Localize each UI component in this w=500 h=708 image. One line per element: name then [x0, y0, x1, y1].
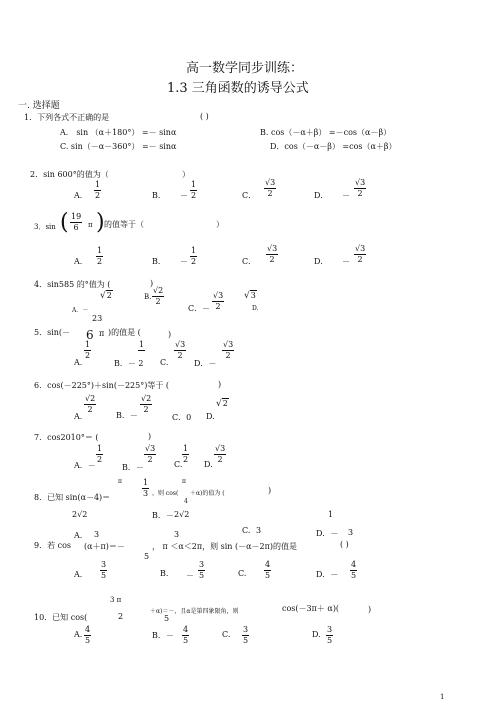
- q6-option-a: A.: [74, 412, 83, 421]
- q7-a-fraction: $\frac{1}{2}$: [97, 444, 103, 464]
- q2-b-fraction: $\frac{1}{2}$: [191, 180, 197, 200]
- q1-option-d: D．cos（－α－β） =cos（α＋β）: [270, 142, 397, 151]
- q5-denominator: 6: [86, 328, 94, 342]
- q3-stem-tail: 的值等于（: [104, 220, 144, 229]
- q10-option-a: A.: [74, 630, 83, 639]
- q7-option-b: B．－: [122, 463, 144, 472]
- q5-c-fraction: $\frac{√3}{2}$: [175, 340, 186, 360]
- q9-option-b: B.: [160, 569, 169, 578]
- q2-paren: ）: [182, 170, 190, 179]
- q8-option-c-den: 3: [256, 526, 262, 535]
- q10-five-top: 5: [164, 614, 170, 623]
- q3-label-a: A．: [74, 257, 88, 266]
- q3-c-fraction: $\frac{√3}{2}$: [267, 244, 278, 264]
- q10-option-d: D.: [312, 630, 321, 639]
- q3-label-b: B．: [152, 257, 166, 266]
- q9-option-a: A．: [74, 570, 88, 579]
- q5-option-d: D．－: [194, 359, 217, 368]
- q7-stem: 7．cos2010°＝ (: [34, 433, 99, 442]
- q5-a-fraction: $\frac{1}{2}$: [85, 340, 91, 360]
- q6-option-b: B．－: [116, 411, 138, 420]
- q6-option-d: D.: [206, 412, 215, 421]
- q8-fraction-one-third: $\frac{1}{3}$: [143, 478, 149, 498]
- q3-a-fraction: $\frac{1}{2}$: [97, 246, 103, 266]
- q3-pi: π: [88, 221, 93, 229]
- q8-pi-mid: π: [182, 478, 186, 485]
- q3-label-d: D．: [314, 257, 329, 266]
- q8-option-c: C.: [242, 526, 251, 535]
- page-subtitle: 1.3 三角函数的诱导公式: [167, 81, 309, 96]
- q6-option-c: C．0: [172, 413, 192, 422]
- q10-option-c: C.: [222, 630, 231, 639]
- q7-option-d: D.: [204, 460, 213, 469]
- q2-d-minus: －: [342, 191, 350, 200]
- q8-option-b: B．－: [152, 511, 174, 520]
- q4-paren: ): [150, 279, 154, 288]
- q5-d-fraction: $\frac{√3}{2}$: [223, 340, 234, 360]
- q9-b-fraction: $\frac{3}{5}$: [199, 560, 205, 580]
- q4-b-fraction: $\frac{√2}{2}$: [153, 286, 164, 306]
- q8-pi-top: π: [118, 478, 122, 485]
- q4-option-a: A．－: [72, 307, 89, 314]
- q7-b-fraction: $\frac{√3}{2}$: [145, 444, 156, 464]
- q9-d-fraction: $\frac{4}{5}$: [351, 560, 357, 580]
- page-title: 高一数学同步训练：: [186, 61, 304, 76]
- q1-option-a: A． sin （α＋180°） =－ sinα: [60, 128, 177, 137]
- q3-paren-left: (: [60, 210, 69, 235]
- q7-option-c: C.: [174, 460, 183, 469]
- q10-tail: ＋α)＝－，且α是第四象限角，则: [150, 608, 239, 615]
- q2-label-c: C．: [242, 191, 257, 200]
- q5-b-fraction: 1: [139, 340, 145, 349]
- q5-option-a: A.: [74, 358, 83, 367]
- q3-paren-right: ): [96, 210, 105, 235]
- q1-option-c: C. sin（－α－360°） =－ sinα: [60, 142, 177, 151]
- q5-stem-tail: )的值是 (: [108, 328, 141, 337]
- q4-a-sqrt: √2: [100, 291, 112, 301]
- section-heading: 一. 选择题: [18, 101, 60, 111]
- q9-stem: 9．若 cos: [34, 541, 72, 550]
- q5-paren: ): [168, 330, 172, 339]
- q9-range: ， π ＜α＜2π，则 sin (－α－2π)的值是: [152, 542, 297, 551]
- q4-option-b: B.: [144, 293, 152, 301]
- q5-stem: 5．sin(－: [34, 328, 71, 337]
- q8-four: 4: [184, 498, 188, 505]
- q10-paren: ): [368, 605, 372, 614]
- page-number: 1: [440, 693, 445, 701]
- q1-paren: ( ): [200, 112, 209, 121]
- q9-paren: ( ): [340, 540, 349, 549]
- q9-a-fraction: $\frac{3}{5}$: [101, 560, 107, 580]
- q8-stem: 8．已知 sin(α－4)＝: [34, 493, 111, 502]
- q2-label-b: B．: [152, 191, 166, 200]
- q3-d-fraction: $\frac{√3}{2}$: [355, 244, 366, 264]
- q8-option-b-value: 2√2: [174, 510, 190, 519]
- q10-two: 2: [118, 612, 124, 621]
- q4-stem: 4．sin585 的°值为 (: [34, 280, 111, 289]
- q3-paren: ）: [216, 220, 224, 229]
- q10-c-fraction: $\frac{3}{5}$: [243, 625, 249, 645]
- q8-mid2: ＋α)的值为 (: [190, 490, 225, 497]
- q2-label-a: A．: [74, 191, 88, 200]
- q6-stem: 6．cos(－225°)＋sin(－225°)等于 (: [34, 381, 169, 390]
- q9-b-minus: －: [186, 571, 194, 580]
- q8-option-d-value: 1: [328, 510, 334, 519]
- q9-option-c: C.: [238, 569, 247, 578]
- q2-stem: 2．sin 600°的值为（: [30, 170, 109, 179]
- q10-ask: cos(－3π＋ α)(: [282, 604, 340, 613]
- q6-b-fraction: $\frac{√2}{2}$: [141, 394, 152, 414]
- q6-a-fraction: $\frac{√2}{2}$: [85, 394, 96, 414]
- q2-c-fraction: $\frac{√3}{2}$: [265, 178, 276, 198]
- q4-option-c: C．－: [188, 304, 211, 313]
- q3-b-fraction: $\frac{1}{2}$: [191, 246, 197, 266]
- q10-three-pi: 3 π: [110, 596, 122, 604]
- q7-paren: ): [148, 432, 152, 441]
- q7-c-fraction: $\frac{1}{2}$: [183, 444, 189, 464]
- q3-d-minus: －: [342, 257, 350, 266]
- q3-b-minus: －: [180, 257, 188, 266]
- q10-stem: 10．已知 cos(: [34, 613, 88, 622]
- q2-label-d: D．: [314, 191, 329, 200]
- q1-stem: 1．下列各式不正确的是: [24, 113, 110, 122]
- q2-a-fraction: $\frac{1}{2}$: [95, 180, 101, 200]
- q9-body: (α＋π)＝－: [84, 542, 125, 551]
- q8-option-d: D．－: [316, 529, 339, 538]
- q4-d-sqrt: √3: [244, 291, 256, 301]
- q6-d-sqrt: √2: [216, 399, 228, 409]
- q5-option-c: C.: [160, 358, 169, 367]
- q3-label-c: C．: [242, 257, 257, 266]
- q9-option-d: D．－: [316, 570, 339, 579]
- q7-option-a: A．－: [74, 461, 96, 470]
- q10-a-fraction: $\frac{4}{5}$: [85, 625, 91, 645]
- q2-d-fraction: $\frac{√3}{2}$: [355, 178, 366, 198]
- q5-pi: π: [99, 329, 105, 338]
- q8-option-a-den: 3: [94, 530, 100, 539]
- q4-option-d: D.: [252, 305, 259, 312]
- q8-option-d-den: 3: [348, 528, 354, 537]
- q2-b-minus: －: [180, 191, 188, 200]
- q10-option-b: B．－: [152, 631, 174, 640]
- q9-five-top: 5: [144, 552, 150, 561]
- q10-b-fraction: $\frac{4}{5}$: [183, 625, 189, 645]
- q8-paren: ): [268, 486, 272, 495]
- q4-c-fraction: $\frac{√3}{2}$: [213, 291, 224, 311]
- q8-option-a: A．: [74, 531, 88, 540]
- q5-option-b: B．－ 2: [114, 359, 144, 368]
- q7-d-fraction: $\frac{√3}{2}$: [215, 444, 226, 464]
- q3-stem: 3．sin: [34, 223, 56, 231]
- q9-c-fraction: $\frac{4}{5}$: [265, 560, 271, 580]
- q3-fraction: $\frac{19}{6}$: [71, 212, 82, 232]
- q8-option-b-den: 3: [174, 530, 180, 539]
- q6-paren: ): [218, 380, 222, 389]
- q5-numerator: 23: [92, 314, 103, 323]
- q1-option-b: B. cos（－α＋β） =－cos（α－β）: [260, 128, 392, 137]
- q10-d-fraction: $\frac{3}{5}$: [327, 625, 333, 645]
- q8-mid: ，则 cos(: [152, 490, 179, 497]
- q8-option-a-value: 2√2: [72, 510, 88, 519]
